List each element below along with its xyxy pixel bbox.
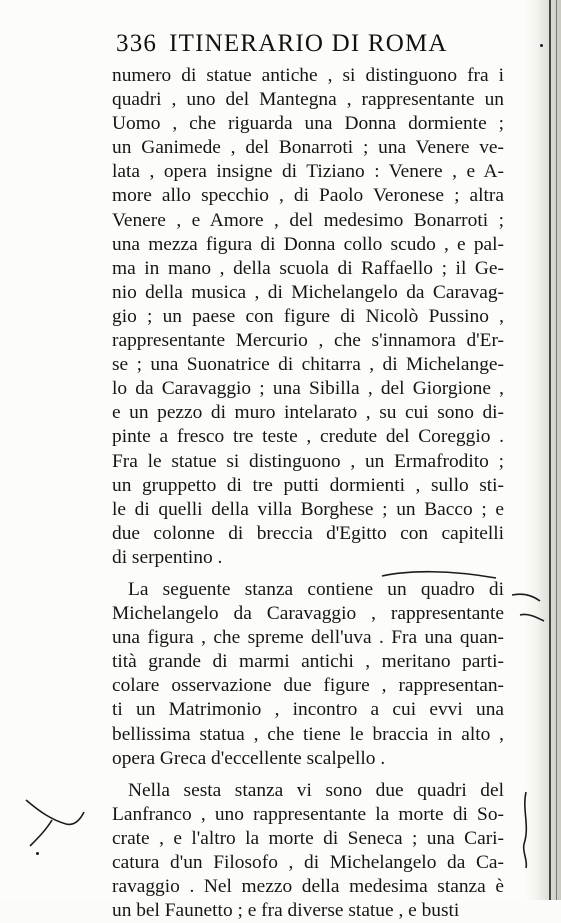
binding-edge-line: [556, 0, 557, 900]
paragraph: [112, 64, 504, 570]
text-line: bellissima statua , che tiene le braccia in alto ,: [112, 723, 504, 745]
text-line: crate , e l'altro la morte di Seneca ; una Cari-: [112, 827, 504, 849]
paragraph-gap: [112, 771, 504, 779]
margin-pen-flourish: [508, 790, 544, 870]
text-line: Fra le statue si distinguono , un Ermafrodito ;: [112, 450, 504, 472]
text-line: le di quelli della villa Borghese ; un Bacco ; e: [112, 498, 504, 520]
text-line: se ; una Suonatrice di chitarra , di Michelange-: [112, 354, 504, 376]
body-text: [112, 64, 504, 923]
text-line: La seguente stanza contiene un quadro di: [128, 578, 504, 600]
text-line: catura d'un Filosofo , di Michelangelo da Ca-: [112, 852, 504, 873]
text-line: di serpentino .: [112, 546, 223, 568]
running-title: ITINERARIO DI ROMA: [169, 30, 448, 57]
text-line: Venere , e Amore , del medesimo Bonarroti ;: [112, 209, 504, 231]
text-line: quadri , uno del Mantegna , rappresentante un: [112, 89, 504, 111]
text-line: gio ; un paese con figure di Nicolò Pussino ,: [112, 305, 504, 327]
text-line: rappresentante Mercurio , che s'innamora d'Er-: [112, 330, 504, 352]
text-line: un gruppetto di tre putti dormienti , sullo sti-: [112, 474, 504, 496]
text-line: nio della musica , di Michelangelo da Caravag-: [112, 281, 504, 303]
text-line: lo da Caravaggio ; una Sibilla , del Giorgione ,: [112, 378, 504, 400]
text-line: lata , opera insigne di Tiziano : Venere , e A-: [112, 161, 504, 183]
text-line: more allo specchio , di Paolo Veronese ; altra: [112, 185, 504, 207]
text-line: ma in mano , della scuola di Raffaello ; il Ge-: [112, 257, 504, 279]
text-line: un Ganimede , del Bonarroti ; una Venere ve-: [112, 137, 504, 159]
text-line: numero di statue antiche , si distinguono fra i: [112, 65, 504, 86]
underline-mark: [380, 566, 500, 584]
text-line: Lanfranco , uno rappresentante la morte di So-: [112, 803, 504, 825]
running-header: [116, 30, 456, 68]
text-line: Uomo , che riguarda una Donna dormiente ;: [112, 113, 504, 135]
page-number: 336: [116, 30, 158, 57]
text-line: Nella sesta stanza vi sono due quadri del: [128, 779, 504, 801]
margin-pen-flourish: [22, 790, 92, 850]
text-line: pinte a fresco tre teste , credute del Coreggio .: [112, 426, 504, 448]
text-line: una mezza figura di Donna collo scudo , e pal-: [112, 233, 504, 255]
text-line: e un pezzo di muro intelarato , su cui sono di-: [112, 402, 504, 424]
text-line: un bel Faunetto ; e fra diverse statue , e busti: [112, 900, 460, 922]
paragraph: [112, 578, 504, 771]
text-line: ravaggio . Nel mezzo della medesima stanza è: [112, 876, 504, 898]
ink-speck: [540, 44, 543, 47]
text-line: colare osservazione due figure , rappresentan-: [112, 675, 504, 697]
margin-pen-flourish: [510, 575, 550, 635]
text-line: ti un Matrimonio , incontro a cui evvi una: [112, 699, 504, 721]
text-line: due colonne di breccia d'Egitto con capitelli: [112, 522, 504, 544]
text-line: opera Greca d'eccellente scalpello .: [112, 747, 386, 769]
text-line: Michelangelo da Caravaggio , rappresentante: [112, 603, 504, 625]
paragraph: [112, 779, 504, 923]
ink-speck: [36, 852, 39, 855]
text-line: tità grande di marmi antichi , meritano parti-: [112, 651, 504, 673]
binding-edge-line: [549, 0, 551, 900]
text-line: una figura , che spreme dell'uva . Fra una quan-: [112, 627, 504, 649]
